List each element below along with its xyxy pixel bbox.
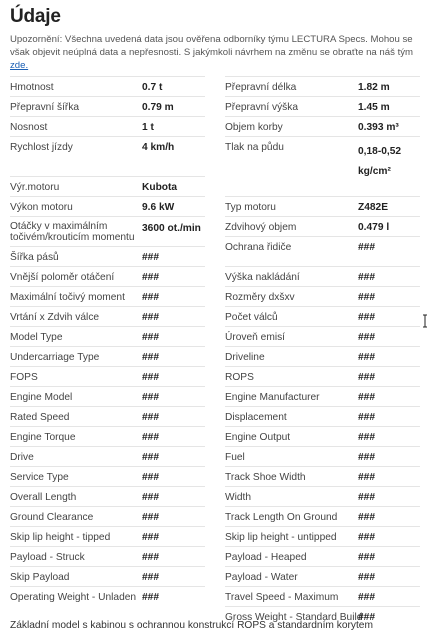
spec-value: 0.7 t — [142, 82, 163, 93]
spec-row-left-hmotnost — [10, 76, 205, 96]
spec-row-right-rozmery-dxsxv — [225, 286, 420, 306]
spec-label: Drive — [10, 452, 34, 463]
spec-label: Počet válců — [225, 312, 278, 323]
spec-label: ROPS — [225, 372, 254, 383]
spec-label: Travel Speed - Maximum — [225, 592, 339, 603]
spec-label: Zdvihový objem — [225, 222, 297, 233]
spec-value: ### — [142, 572, 159, 583]
spec-row-left-model-type — [10, 326, 205, 346]
disclaimer-notice — [10, 33, 420, 72]
spec-row-left-vyr-motoru — [10, 176, 205, 196]
spec-label: Maximální točivý moment — [10, 292, 125, 303]
spec-value: ### — [142, 332, 159, 343]
spec-value: ### — [142, 272, 159, 283]
spec-label: Výr.motoru — [10, 182, 60, 193]
spec-label: Přepravní výška — [225, 102, 299, 113]
spec-label: Engine Torque — [10, 432, 76, 443]
spec-value: ### — [142, 552, 159, 563]
spec-value: Z482E — [358, 202, 389, 213]
spec-row-right-pocet-valcu — [225, 306, 420, 326]
spec-row-right-skip-lip-height-untipped — [225, 526, 420, 546]
spec-row-left-skip-lip-height-tipped — [10, 526, 205, 546]
spec-row-right-engine-manufacturer — [225, 386, 420, 406]
spec-label: Rozměry dxšxv — [225, 292, 295, 303]
spec-label: Ochrana řidiče — [225, 242, 292, 253]
spec-row-right-zdvihovy-objem — [225, 216, 420, 236]
spec-label: Rychlost jízdy — [10, 142, 73, 153]
spec-value: 0,18-0,52 kg/cm² — [358, 146, 402, 177]
spec-row-right-driveline — [225, 346, 420, 366]
spec-value: ### — [142, 592, 159, 603]
spec-row-left-overall-length — [10, 486, 205, 506]
spec-row-left-rated-speed — [10, 406, 205, 426]
spec-label: Undercarriage Type — [10, 352, 100, 363]
spec-row-left-prepravni-sirka — [10, 96, 205, 116]
spec-value: 3600 ot./min — [142, 223, 201, 234]
spec-label: Engine Manufacturer — [225, 392, 320, 403]
spec-row-right-travel-speed-maximum — [225, 586, 420, 606]
spec-label: Operating Weight - Unladen — [10, 592, 137, 603]
spec-label: Výkon motoru — [10, 202, 73, 213]
spec-row-left-vrtani-x-zdvih-valce — [10, 306, 205, 326]
spec-row-left-operating-weight-unladen — [10, 586, 205, 606]
specs-column-left — [10, 76, 205, 606]
spec-value: ### — [358, 372, 375, 383]
spec-value: ### — [142, 352, 159, 363]
spec-value: ### — [358, 242, 375, 253]
spec-row-left-fops — [10, 366, 205, 386]
spec-row-left-service-type — [10, 466, 205, 486]
model-footnote: Základní model s kabinou s ochrannou konstrukcí ROPS a standardním korytem — [10, 620, 373, 631]
spec-value: ### — [358, 512, 375, 523]
spec-row-right-payload-heaped — [225, 546, 420, 566]
spec-label: Přepravní šířka — [10, 102, 80, 113]
page-title: Údaje — [10, 6, 61, 27]
spec-value: ### — [358, 352, 375, 363]
spec-row-right-vyska-nakladani — [225, 266, 420, 286]
spec-label: Payload - Water — [225, 572, 298, 583]
spec-value: ### — [142, 312, 159, 323]
spec-label: Skip lip height - tipped — [10, 532, 111, 543]
spec-label: Rated Speed — [10, 412, 70, 423]
spec-value: ### — [358, 412, 375, 423]
spec-row-right-payload-water — [225, 566, 420, 586]
spec-label: Tlak na půdu — [225, 142, 284, 153]
spec-value: 9.6 kW — [142, 202, 175, 213]
specs-column-right — [225, 76, 420, 626]
spec-value: ### — [142, 392, 159, 403]
spec-value: ### — [358, 432, 375, 443]
spec-label: Engine Output — [225, 432, 291, 443]
spec-label: Vrtání x Zdvih válce — [10, 312, 100, 323]
spec-value: ### — [142, 472, 159, 483]
spec-row-right-fuel — [225, 446, 420, 466]
spec-label: Payload - Struck — [10, 552, 85, 563]
spec-value: ### — [358, 552, 375, 563]
spec-label: Displacement — [225, 412, 287, 423]
spec-row-right-prepravni-delka — [225, 76, 420, 96]
spec-label: Šířka pásů — [10, 252, 59, 263]
spec-row-right-prepravni-vyska — [225, 96, 420, 116]
spec-row-left-undercarriage-type — [10, 346, 205, 366]
spec-value: ### — [142, 292, 159, 303]
spec-value: 0.479 l — [358, 222, 390, 233]
spec-row-left-vnejsi-polomer-otaceni — [10, 266, 205, 286]
spec-row-right-uroven-emisi — [225, 326, 420, 346]
spec-value: 0.393 m³ — [358, 122, 399, 133]
spec-value: ### — [142, 432, 159, 443]
spec-row-left-maximalni-tocivy-moment — [10, 286, 205, 306]
spec-row-right-rops — [225, 366, 420, 386]
spec-label: Typ motoru — [225, 202, 276, 213]
spec-row-left-drive — [10, 446, 205, 466]
spec-row-right-tlak-na-pudu — [225, 136, 420, 176]
spec-label: Service Type — [10, 472, 69, 483]
spec-value: ### — [142, 532, 159, 543]
spec-label: Nosnost — [10, 122, 48, 133]
spec-row-left-ground-clearance — [10, 506, 205, 526]
spec-label: Přepravní délka — [225, 82, 297, 93]
contact-link[interactable]: zde. — [10, 60, 29, 71]
spec-value: ### — [358, 592, 375, 603]
spec-row-right-objem-korby — [225, 116, 420, 136]
spec-label: Engine Model — [10, 392, 73, 403]
spec-value: ### — [142, 412, 159, 423]
spec-value: ### — [358, 612, 375, 623]
spec-label: Hmotnost — [10, 82, 54, 93]
spec-value: ### — [358, 392, 375, 403]
spec-value: 0.79 m — [142, 102, 174, 113]
spec-row-left-vykon-motoru — [10, 196, 205, 216]
spec-row-left-engine-model — [10, 386, 205, 406]
spec-value: ### — [142, 252, 159, 263]
spec-row-left-payload-struck — [10, 546, 205, 566]
spec-value: ### — [142, 372, 159, 383]
spec-label: Gross Weight - Standard Build — [225, 612, 363, 623]
spec-value: ### — [358, 312, 375, 323]
spec-label: Track Length On Ground — [225, 512, 338, 523]
disclaimer-text: Upozornění: Všechna uvedená data jsou ověřena odborníky týmu LECTURA Specs. Mohou se však objevit neúplná data a nepřesnosti. S jakýmkoli návrhem na změnu se obraťte na náš tým — [10, 34, 414, 58]
spec-label: Otáčky v maximálním točivém/krouticím momentu — [10, 221, 135, 243]
spec-row-left-rychlost-jizdy — [10, 136, 205, 156]
spec-value: ### — [358, 272, 375, 283]
spec-value: ### — [358, 292, 375, 303]
spec-value: ### — [358, 472, 375, 483]
spec-value: ### — [358, 452, 375, 463]
spec-value: ### — [142, 492, 159, 503]
spec-label: Objem korby — [225, 122, 283, 133]
spec-row-left-sirka-pasu — [10, 246, 205, 266]
spec-value: 1.45 m — [358, 102, 390, 113]
spec-label: Overall Length — [10, 492, 77, 503]
text-cursor-icon — [422, 314, 428, 328]
spec-label: Driveline — [225, 352, 265, 363]
spec-value: ### — [358, 532, 375, 543]
spec-value: 1 t — [142, 122, 154, 133]
spec-label: Width — [225, 492, 252, 503]
spec-row-left-otacky-v-maximalnim-tocivem-krouticim-momentu — [10, 216, 205, 246]
spec-label: Úroveň emisí — [225, 332, 286, 343]
spec-label: Fuel — [225, 452, 245, 463]
spec-label: Skip Payload — [10, 572, 70, 583]
spec-label: Vnější poloměr otáčení — [10, 272, 115, 283]
spec-value: 4 km/h — [142, 142, 175, 153]
spec-label: Track Shoe Width — [225, 472, 306, 483]
spec-label: Výška nakládání — [225, 272, 300, 283]
spec-label: FOPS — [10, 372, 38, 383]
spec-row-right-track-shoe-width — [225, 466, 420, 486]
spec-row-right-engine-output — [225, 426, 420, 446]
spec-row-left-engine-torque — [10, 426, 205, 446]
spec-label: Model Type — [10, 332, 63, 343]
spec-value: ### — [358, 492, 375, 503]
spec-value: ### — [358, 332, 375, 343]
spec-value: ### — [358, 572, 375, 583]
spec-row-right-displacement — [225, 406, 420, 426]
spec-value: ### — [142, 452, 159, 463]
spec-row-right-width — [225, 486, 420, 506]
spec-row-right-ochrana-ridice — [225, 236, 420, 266]
spec-row-left-nosnost — [10, 116, 205, 136]
spec-row-right-track-length-on-ground — [225, 506, 420, 526]
spec-label: Skip lip height - untipped — [225, 532, 337, 543]
spec-label: Payload - Heaped — [225, 552, 307, 563]
spec-label: Ground Clearance — [10, 512, 94, 523]
spec-row-left-skip-payload — [10, 566, 205, 586]
spec-value: ### — [142, 512, 159, 523]
spec-value: Kubota — [142, 182, 178, 193]
spec-row-right-typ-motoru — [225, 196, 420, 216]
spec-value: 1.82 m — [358, 82, 390, 93]
